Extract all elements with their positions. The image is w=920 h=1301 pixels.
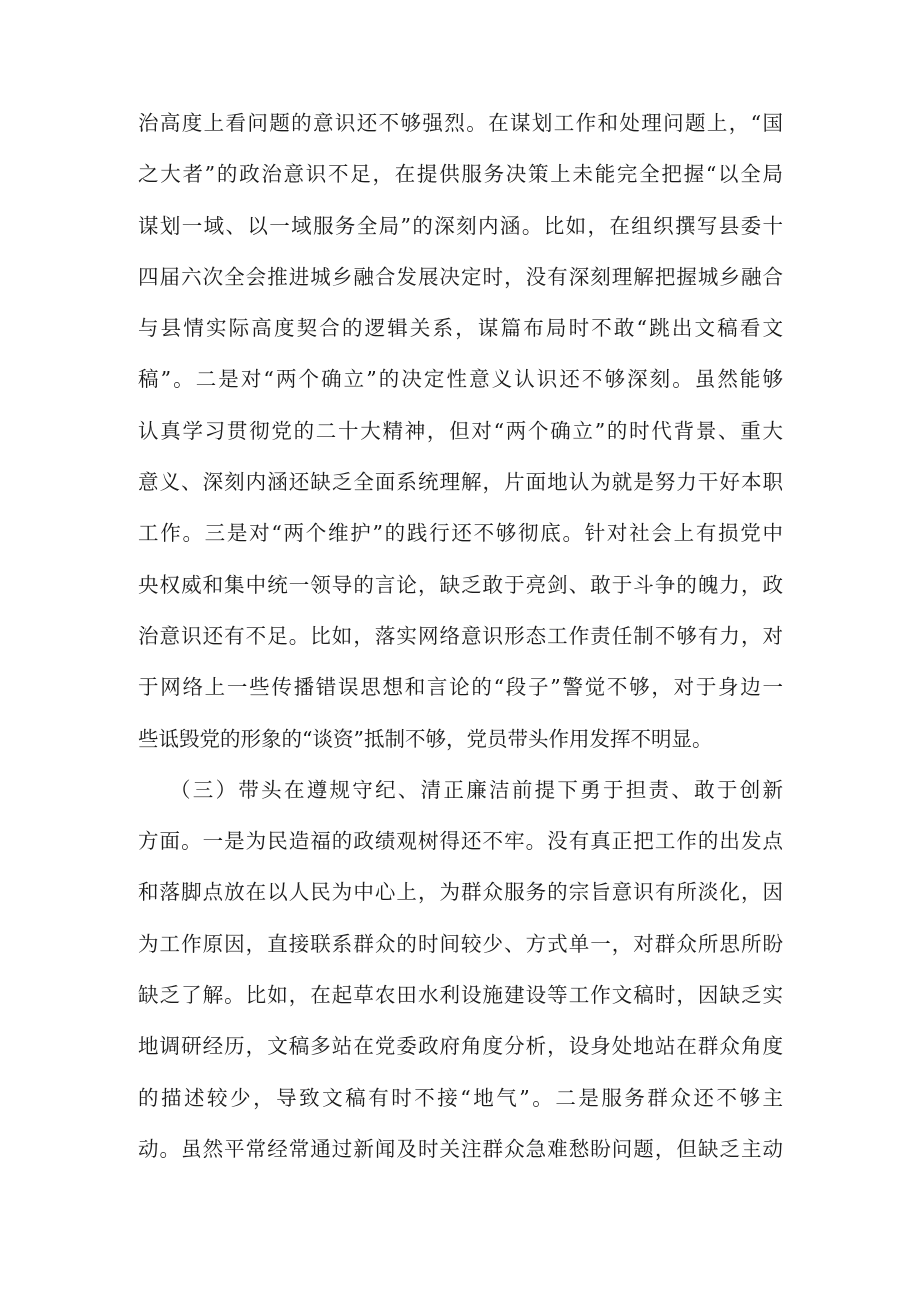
text-line: 之大者”的政治意识不足，在提供服务决策上未能完全把握“以全局 [138, 162, 783, 187]
text-line: 稿”。二是对“两个确立”的决定性意义认识还不够深刻。虽然能够 [138, 367, 783, 392]
text-line: 动。虽然平常经常通过新闻及时关注群众急难愁盼问题，但缺乏主动 [138, 1136, 783, 1161]
text-line: 与县情实际高度契合的逻辑关系，谋篇布局时不敢“跳出文稿看文 [138, 316, 783, 341]
text-line: 方面。一是为民造福的政绩观树得还不牢。没有真正把工作的出发点 [138, 829, 783, 854]
text-line: 些诋毁党的形象的“谈资”抵制不够，党员带头作用发挥不明显。 [138, 726, 713, 751]
text-line: 工作。三是对“两个维护”的践行还不够彻底。针对社会上有损党中 [138, 521, 783, 546]
text-line: 治意识还有不足。比如，落实网络意识形态工作责任制不够有力，对 [138, 623, 783, 648]
text-line: 四届六次全会推进城乡融合发展决定时，没有深刻理解把握城乡融合 [138, 264, 783, 289]
section-heading-line: （三）带头在遵规守纪、清正廉洁前提下勇于担责、敢于创新 [170, 777, 783, 802]
text-line: 和落脚点放在以人民为中心上，为群众服务的宗旨意识有所淡化，因 [138, 880, 783, 905]
text-line: 地调研经历，文稿多站在党委政府角度分析，设身处地站在群众角度 [138, 1034, 783, 1059]
text-line: 治高度上看问题的意识还不够强烈。在谋划工作和处理问题上，“国 [138, 111, 783, 135]
document-body [138, 98, 783, 1175]
text-line: 于网络上一些传播错误思想和言论的“段子”警觉不够，对于身边一 [138, 675, 783, 700]
text-line: 谋划一域、以一域服务全局”的深刻内涵。比如，在组织撰写县委十 [138, 213, 783, 238]
text-line: 意义、深刻内涵还缺乏全面系统理解，片面地认为就是努力干好本职 [138, 470, 783, 495]
text-line: 认真学习贯彻党的二十大精神，但对“两个确立”的时代背景、重大 [138, 418, 783, 443]
text-line: 缺乏了解。比如，在起草农田水利设施建设等工作文稿时，因缺乏实 [138, 983, 783, 1008]
text-line: 央权威和集中统一领导的言论，缺乏敢于亮剑、敢于斗争的魄力，政 [138, 572, 783, 597]
text-line: 为工作原因，直接联系群众的时间较少、方式单一，对群众所思所盼 [138, 931, 783, 956]
text-line: 的描述较少，导致文稿有时不接“地气”。二是服务群众还不够主 [138, 1085, 783, 1110]
